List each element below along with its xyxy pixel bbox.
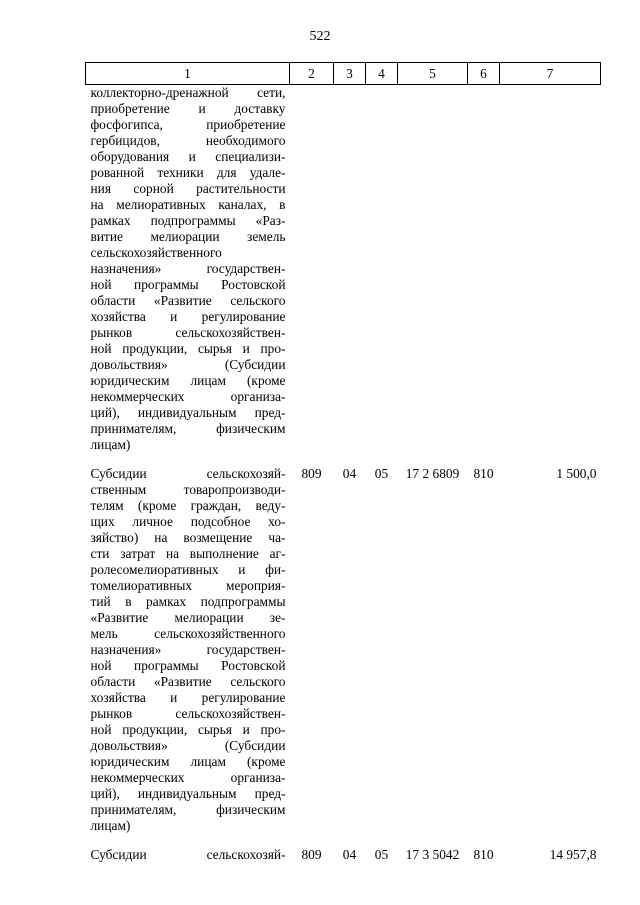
row-amount xyxy=(500,85,601,467)
description-line: рованной техники для удале- xyxy=(90,165,286,180)
row-col2: 809 xyxy=(301,466,322,481)
table-row xyxy=(86,85,601,467)
header-col-3: 3 xyxy=(334,63,366,85)
description-line: сти затрат на выполнение аг- xyxy=(90,546,286,561)
row-col6: 810 xyxy=(473,847,494,862)
description-line: хозяйства и регулирование xyxy=(90,309,286,324)
description-line: томелиоративных мероприя- xyxy=(90,578,286,593)
description-line: тий в рамках подпрограммы xyxy=(90,594,286,609)
description-line: ственным товаропроизводи- xyxy=(90,482,286,497)
header-col-5: 5 xyxy=(398,63,468,85)
header-col-4: 4 xyxy=(366,63,398,85)
row-col2 xyxy=(290,85,334,467)
row-col3 xyxy=(334,85,366,467)
row-amount: 1 500,0 xyxy=(556,466,597,481)
row-amount: 14 957,8 xyxy=(549,847,597,862)
description-line: принимателям, физическим xyxy=(90,802,286,817)
description-line: ния сорной растительности xyxy=(90,181,286,196)
description-line: довольствия» (Субсидии xyxy=(90,357,286,372)
description-line: ной продукции, сырья и про- xyxy=(90,341,286,356)
description-line: гербицидов, необходимого xyxy=(90,133,286,148)
description-line: юридическим лицам (кроме xyxy=(90,754,286,769)
header-col-6: 6 xyxy=(468,63,500,85)
description-line: сельскохозяйственного xyxy=(90,245,222,260)
page-number: 522 xyxy=(309,29,331,44)
description-line: некоммерческих организа- xyxy=(90,389,286,404)
description-line: фосфогипса, приобретение xyxy=(90,117,286,132)
header-col-1: 1 xyxy=(86,63,290,85)
description-line: на мелиоративных каналах, в xyxy=(90,197,286,212)
table-row xyxy=(86,847,601,876)
description-line: рынков сельскохозяйствен- xyxy=(90,325,286,340)
row-col5 xyxy=(398,85,468,467)
description-line: Субсидии сельскохозяй- xyxy=(90,847,286,862)
table-header-row xyxy=(86,63,601,85)
row-col3: 04 xyxy=(342,847,357,862)
row-col2: 809 xyxy=(301,847,322,862)
description-line: Субсидии сельскохозяй- xyxy=(90,466,286,481)
description-line: рамках подпрограммы «Раз- xyxy=(90,213,286,228)
row-description xyxy=(86,85,290,467)
description-line: юридическим лицам (кроме xyxy=(90,373,286,388)
table-row xyxy=(86,466,601,847)
description-line: ций), индивидуальным пред- xyxy=(90,786,286,801)
description-line: оборудования и специализи- xyxy=(90,149,286,164)
row-col5: 17 3 5042 xyxy=(405,847,460,862)
row-col4 xyxy=(366,85,398,467)
row-col5: 17 2 6809 xyxy=(405,466,460,481)
description-line: лицам) xyxy=(90,437,131,452)
description-line: назначения» государствен- xyxy=(90,261,286,276)
description-line: назначения» государствен- xyxy=(90,642,286,657)
description-line: области «Развитие сельского xyxy=(90,293,286,308)
row-col4: 05 xyxy=(374,466,389,481)
header-col-7: 7 xyxy=(500,63,601,85)
description-line: коллекторно-дренажной сети, xyxy=(90,85,286,100)
description-line: принимателям, физическим xyxy=(90,421,286,436)
description-line: ной продукции, сырья и про- xyxy=(90,722,286,737)
description-line: некоммерческих организа- xyxy=(90,770,286,785)
description-line: зяйство) на возмещение ча- xyxy=(90,530,286,545)
table-body xyxy=(86,85,601,877)
description-line: ций), индивидуальным пред- xyxy=(90,405,286,420)
description-line: телям (кроме граждан, веду- xyxy=(90,498,286,513)
description-line: рынков сельскохозяйствен- xyxy=(90,706,286,721)
row-description xyxy=(86,466,290,847)
description-line: довольствия» (Субсидии xyxy=(90,738,286,753)
description-line: ролесомелиоративных и фи- xyxy=(90,562,286,577)
description-line: мель сельскохозяйственного xyxy=(90,626,286,641)
description-line: ной программы Ростовской xyxy=(90,658,286,673)
row-col6 xyxy=(468,85,500,467)
row-col3: 04 xyxy=(342,466,357,481)
description-line: лицам) xyxy=(90,818,131,833)
description-line: витие мелиорации земель xyxy=(90,229,286,244)
budget-table xyxy=(85,62,601,876)
row-col4: 05 xyxy=(374,847,389,862)
description-line: приобретение и доставку xyxy=(90,101,286,116)
description-line: щих личное подсобное хо- xyxy=(90,514,286,529)
description-line: хозяйства и регулирование xyxy=(90,690,286,705)
row-col6: 810 xyxy=(473,466,494,481)
header-col-2: 2 xyxy=(290,63,334,85)
description-line: ной программы Ростовской xyxy=(90,277,286,292)
description-line: «Развитие мелиорации зе- xyxy=(90,610,286,625)
row-description xyxy=(86,847,290,876)
description-line: области «Развитие сельского xyxy=(90,674,286,689)
